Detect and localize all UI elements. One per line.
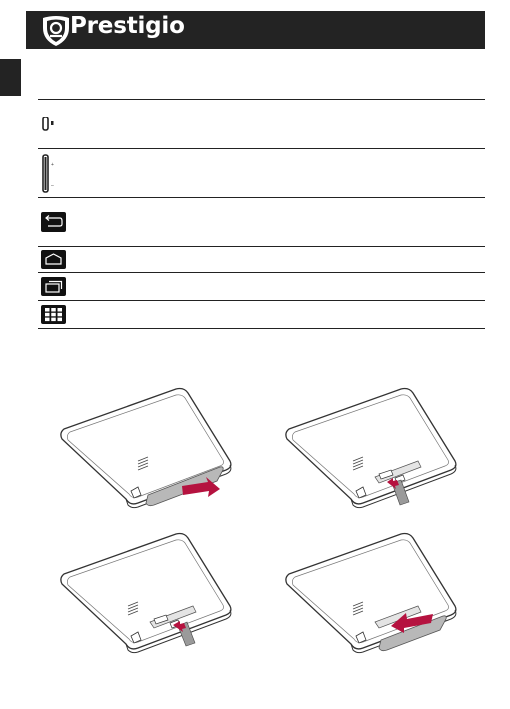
- table-row: [38, 100, 485, 149]
- home-icon: [41, 250, 66, 269]
- table-row: [38, 198, 485, 247]
- illustration-insert-card-slot-a: [283, 385, 463, 510]
- illustration-insert-card-slot-b: [58, 530, 238, 655]
- side-language-tab: [0, 59, 21, 96]
- recent-apps-icon: [41, 277, 66, 296]
- app-drawer-icon: [41, 305, 66, 324]
- back-icon: [41, 212, 66, 232]
- table-row: [38, 149, 485, 198]
- svg-text:+: +: [51, 162, 54, 168]
- illustration-replace-back-cover: [283, 530, 463, 655]
- volume-buttons-icon: [41, 154, 63, 194]
- brand-name: Prestigio: [70, 13, 185, 39]
- table-row: [38, 301, 485, 329]
- buttons-icon-table: [38, 99, 485, 329]
- table-row: [38, 247, 485, 273]
- table-row: [38, 273, 485, 301]
- svg-text:–: –: [51, 183, 54, 189]
- page-header: [26, 11, 485, 49]
- shield-logo-icon: [43, 16, 69, 46]
- power-button-icon: [41, 117, 59, 131]
- illustration-remove-back-cover: [58, 385, 238, 510]
